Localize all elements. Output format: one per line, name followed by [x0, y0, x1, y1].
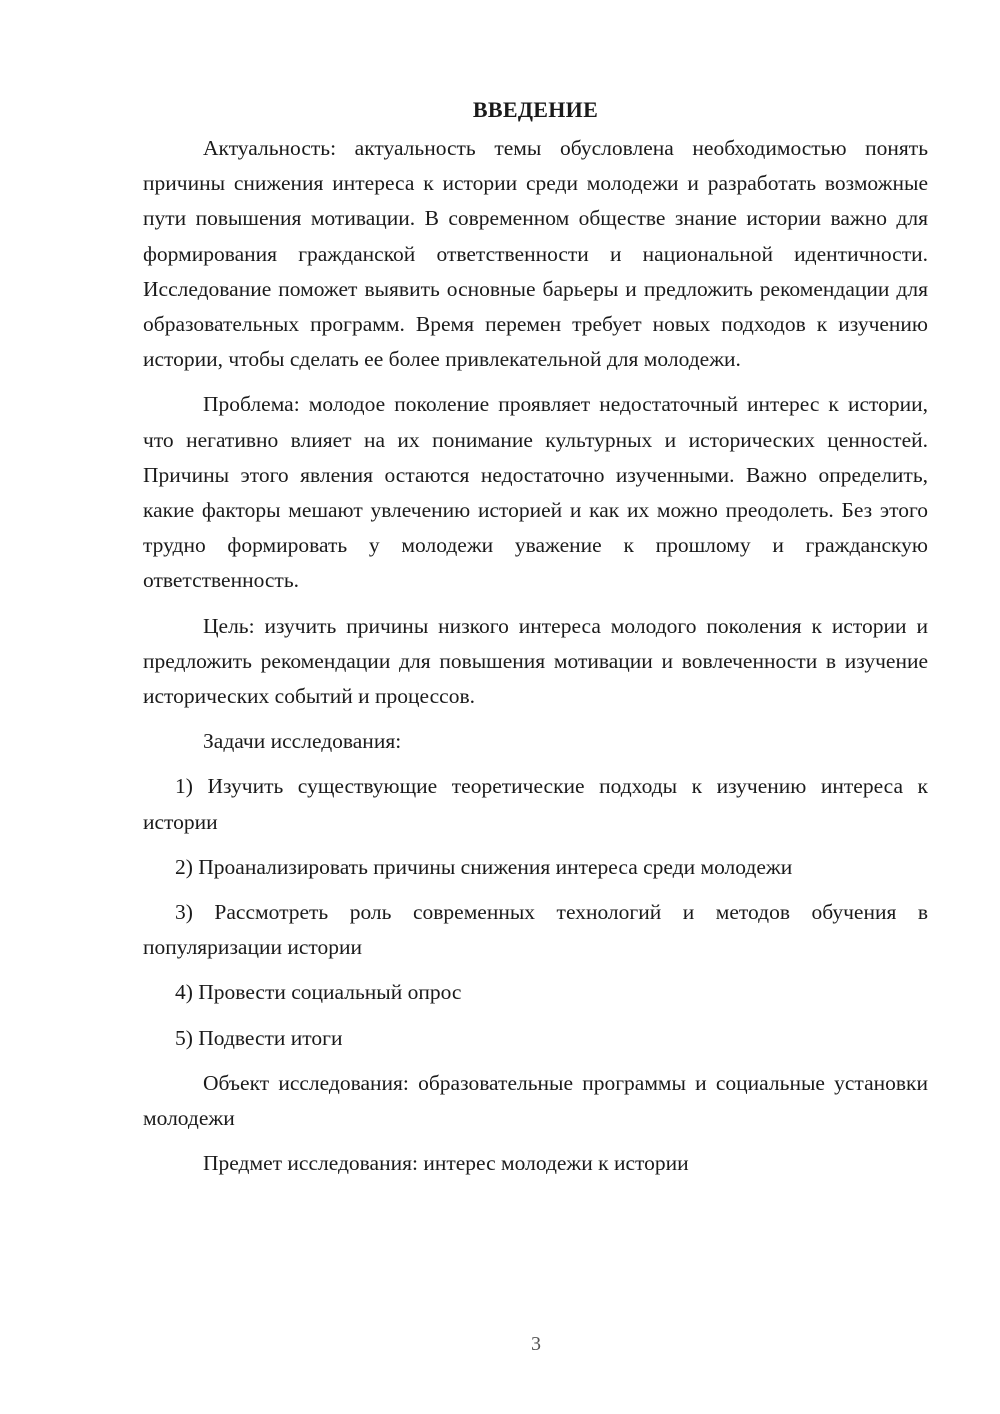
list-item: 1) Изучить существующие теоретические подходы к изучению интереса к истории — [143, 774, 928, 834]
list-item: 4) Провести социальный опрос — [175, 980, 462, 1005]
page-number: 3 — [531, 1333, 541, 1355]
object-paragraph: Объект исследования: образовательные программы и социальные установки молодежи — [143, 1070, 928, 1131]
list-item: 2) Проанализировать причины снижения интереса среди молодежи — [175, 854, 793, 879]
list-item: 3) Рассмотреть роль современных технологий и методов обучения в популяризации истории — [143, 900, 928, 960]
tasks-list — [143, 769, 928, 1055]
document-page — [143, 92, 928, 1191]
tasks-heading: Задачи исследования: — [203, 729, 402, 754]
page-title: ВВЕДЕНИЕ — [472, 97, 599, 122]
goal-paragraph: Цель: изучить причины низкого интереса молодого поколения к истории и предложить рекомендации для повышения мотивации и вовлеченности в изучение исторических событий и процессов. — [143, 613, 928, 709]
list-item: 5) Подвести итоги — [175, 1025, 343, 1050]
problem-paragraph: Проблема: молодое поколение проявляет недостаточный интерес к истории, что негативно влияет на их понимание культурных и исторических ценностей. Причины этого явления остаются недостаточно изученными. Важно определить, какие факторы мешают увлечению историей и как их можно преодолеть. Без этого трудно формировать у молодежи уважение к прошлому и гражданскую ответственность. — [143, 392, 928, 593]
subject-paragraph: Предмет исследования: интерес молодежи к истории — [203, 1151, 689, 1176]
relevance-paragraph: Актуальность: актуальность темы обусловлена необходимостью понять причины снижения интереса к истории среди молодежи и разработать возможные пути повышения мотивации. В современном обществе знание истории важно для формирования гражданской ответственности и национальной идентичности. Исследование поможет выявить основные барьеры и предложить рекомендации для образовательных программ. Время перемен требует новых подходов к изучению истории, чтобы сделать ее более привлекательной для молодежи. — [143, 136, 928, 372]
